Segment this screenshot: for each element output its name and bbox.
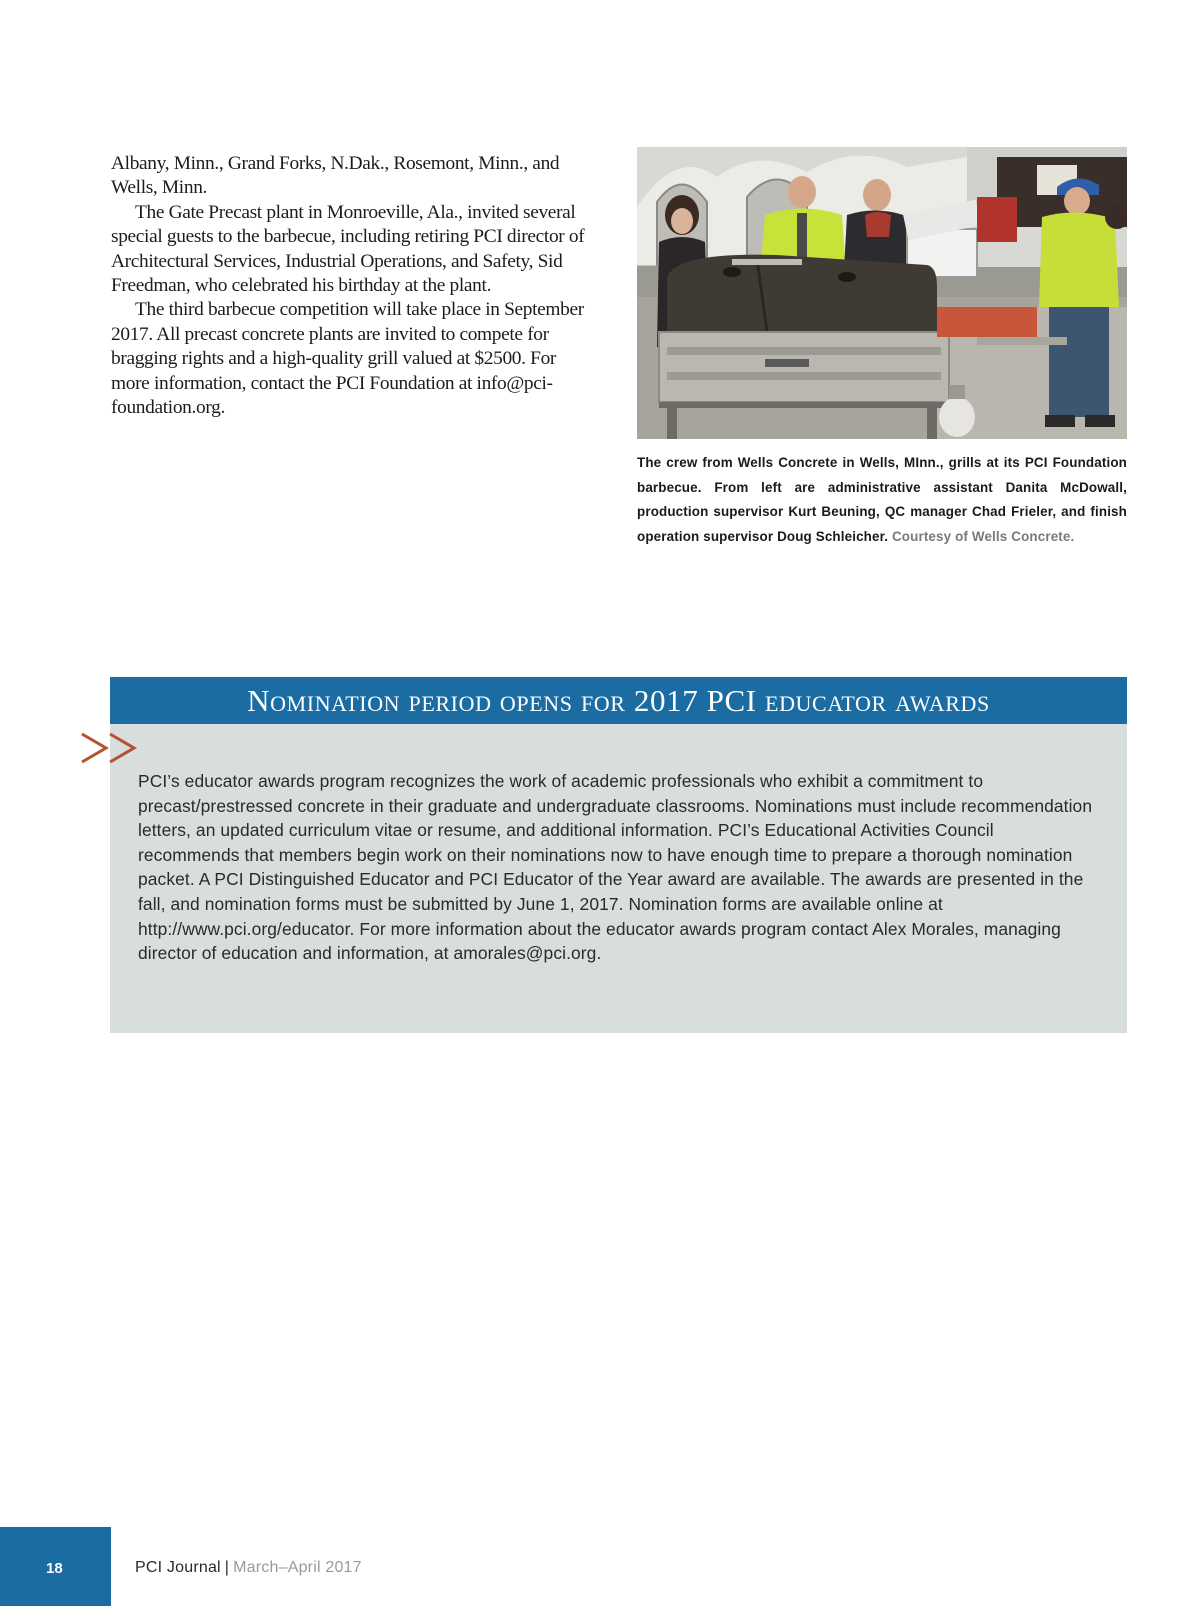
photo-credit: Courtesy of Wells Concrete. — [891, 528, 1075, 544]
journal-name: PCI Journal — [135, 1559, 221, 1576]
article-text-column — [111, 152, 593, 420]
double-chevron-icon — [76, 728, 146, 768]
photo-caption — [637, 451, 1127, 549]
article-paragraph: The third barbecue competition will take place in September 2017. All precast concrete plants are invited to compete for bragging rights and a high-quality grill valued at $2500. For more information, contact the PCI Foundation at info@pci-foundation.org. — [111, 299, 584, 419]
caption-text: The crew from Wells Concrete in Wells, MInn., grills at its PCI Foundation barbecue. From left are administrative assistant Danita McDowall, production supervisor Kurt Beuning, QC manager Chad Frieler, and finish operation supervisor Doug Schleicher. — [637, 455, 1127, 544]
footer-separator: | — [224, 1559, 230, 1576]
barbecue-photo — [637, 147, 1127, 439]
page-number: 18 — [46, 1560, 63, 1577]
issue-date: March–April 2017 — [233, 1559, 362, 1576]
article-paragraph: Albany, Minn., Grand Forks, N.Dak., Rosemont, Minn., and Wells, Minn. — [111, 153, 560, 199]
sidebar-title: Nomination period opens for 2017 PCI educator awards — [110, 677, 1127, 724]
article-paragraph: The Gate Precast plant in Monroeville, Ala., invited several special guests to the barbecue, including retiring PCI director of Architectural Services, Industrial Operations, and Safety, Sid Freedman, who celebrated his birthday at the plant. — [111, 201, 585, 297]
sidebar-body: PCI’s educator awards program recognizes the work of academic professionals who exhibit a commitment to precast/prestressed concrete in their graduate and undergraduate classrooms. Nominations must include recommendation letters, an updated curriculum vitae or resume, and additional information. PCI’s Educational Activities Council recommends that members begin work on their nominations now to have enough time to prepare a thorough nomination packet. A PCI Distinguished Educator and PCI Educator of the Year award are available. The awards are presented in the fall, and nomination forms must be submitted by June 1, 2017. Nomination forms are available online at http://www.pci.org/educator. For more information about the educator awards program contact Alex Morales, managing director of education and information, at amorales@pci.org. — [138, 771, 1093, 964]
footer-journal — [135, 1559, 362, 1577]
